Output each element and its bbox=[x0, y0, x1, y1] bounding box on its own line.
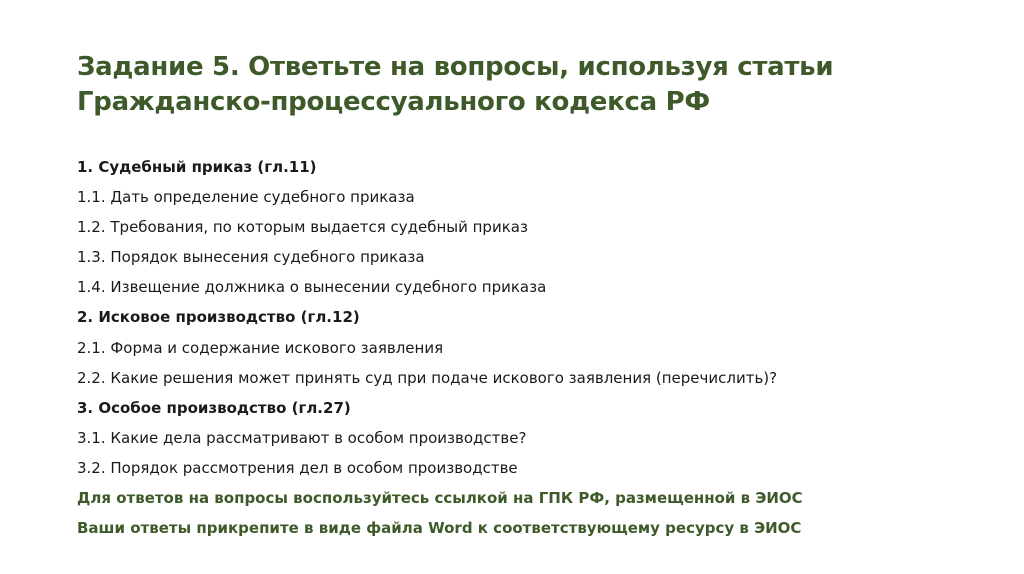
list-item: 2.1. Форма и содержание искового заявления bbox=[77, 338, 444, 357]
slide-title-line-2: Гражданско-процессуального кодекса РФ bbox=[77, 87, 710, 117]
list-item: 1.1. Дать определение судебного приказа bbox=[77, 188, 415, 207]
slide-title bbox=[77, 50, 977, 120]
task-list bbox=[77, 152, 977, 543]
list-item: 1.2. Требования, по которым выдается судебный приказ bbox=[77, 218, 528, 237]
section-heading: 1. Судебный приказ (гл.11) bbox=[77, 158, 317, 176]
list-item: 3.1. Какие дела рассматривают в особом производстве? bbox=[77, 428, 527, 447]
instruction-note: Ваши ответы прикрепите в виде файла Word к соответствующему ресурсу в ЭИОС bbox=[77, 519, 802, 538]
list-item: 1.4. Извещение должника о вынесении судебного приказа bbox=[77, 278, 547, 297]
list-item: 3.2. Порядок рассмотрения дел в особом производстве bbox=[77, 458, 518, 477]
list-item: 1.3. Порядок вынесения судебного приказа bbox=[77, 248, 425, 267]
instruction-note: Для ответов на вопросы воспользуйтесь ссылкой на ГПК РФ, размещенной в ЭИОС bbox=[77, 489, 803, 508]
section-heading: 3. Особое производство (гл.27) bbox=[77, 398, 351, 417]
section-heading: 2. Исковое производство (гл.12) bbox=[77, 308, 360, 327]
slide-title-line-1: Задание 5. Ответьте на вопросы, используя статьи bbox=[77, 52, 834, 82]
list-item: 2.2. Какие решения может принять суд при подаче искового заявления (перечислить)? bbox=[77, 368, 778, 387]
